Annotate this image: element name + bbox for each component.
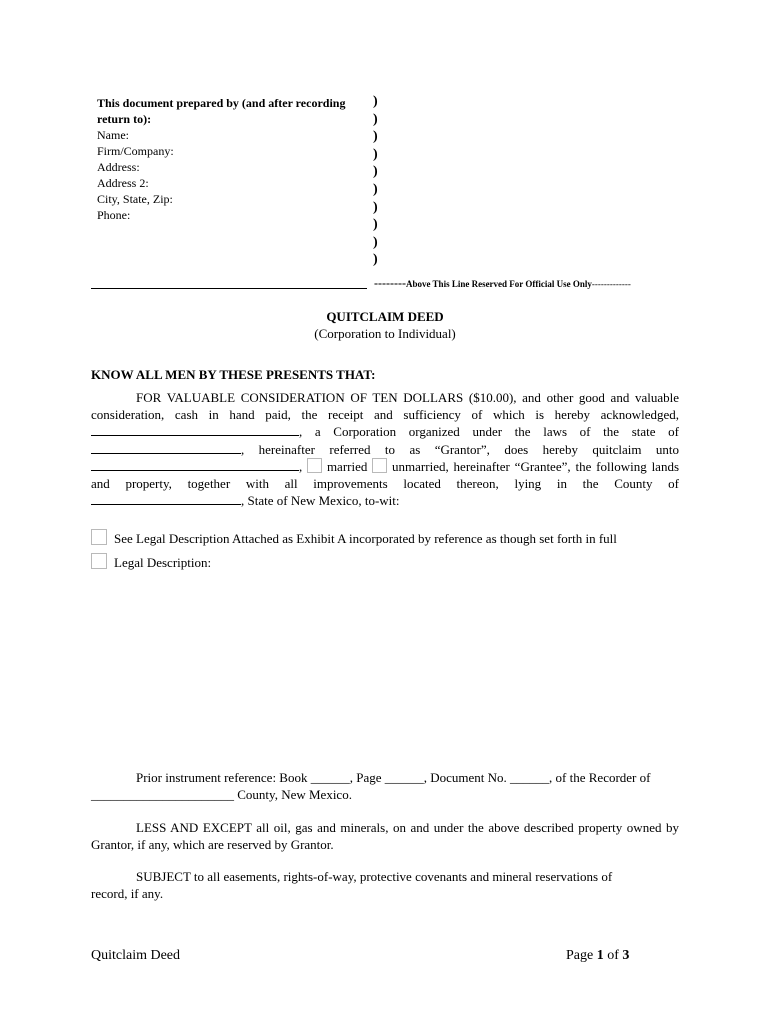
less-except-paragraph (91, 820, 679, 853)
paren: ) (373, 129, 378, 145)
official-use-text: Above This Line Reserved For Official Use Only (405, 279, 592, 289)
paren: ) (373, 217, 378, 233)
paren-column (373, 93, 378, 269)
legal-description-checkbox[interactable] (91, 553, 107, 569)
dashes-left: -------- (374, 276, 406, 290)
page-word: Page (566, 948, 594, 963)
state-blank[interactable] (91, 441, 241, 454)
paren: ) (373, 252, 378, 268)
prior-county-blank[interactable]: ______________________ (91, 786, 234, 802)
paren: ) (373, 181, 378, 197)
page-number: 1 (596, 948, 604, 963)
preparer-block (97, 95, 367, 223)
dashes-right: ------------- (591, 279, 631, 289)
consideration-text-1: FOR VALUABLE CONSIDERATION OF TEN DOLLARS ($10.00), and other good and valuable consideration, cash in hand paid, the receipt and sufficiency of which is hereby acknowledged, (91, 390, 679, 422)
footer-title: Quitclaim Deed (91, 948, 181, 963)
preparer-field-name: Name: (97, 128, 129, 142)
document-subtitle: (Corporation to Individual) (314, 326, 456, 341)
paren: ) (373, 234, 378, 250)
exhibit-option (91, 529, 617, 547)
preparer-heading: This document prepared by (and after recording return to): (97, 96, 346, 126)
consideration-text-3: , hereinafter referred to as “Grantor”, does hereby quitclaim unto (241, 441, 679, 457)
subject-paragraph (91, 869, 651, 902)
preparer-field-address2: Address 2: (97, 176, 149, 190)
preparer-field-city-state-zip: City, State, Zip: (97, 192, 173, 206)
prior-instrument-paragraph (91, 770, 679, 803)
prior-county-text: County, New Mexico. (234, 786, 352, 802)
preparer-field-phone: Phone: (97, 208, 131, 222)
paren: ) (373, 164, 378, 180)
preparer-field-firm: Firm/Company: (97, 144, 174, 158)
grantee-name-blank[interactable] (91, 458, 299, 471)
county-blank[interactable] (91, 492, 241, 505)
grantor-name-blank[interactable] (91, 423, 299, 436)
page-total: 3 (622, 948, 630, 963)
paren: ) (373, 146, 378, 162)
of-word: of (607, 948, 619, 963)
prior-instrument-text: Prior instrument reference: Book ______, Page ______, Document No. ______, of the Recorder of (136, 770, 651, 785)
exhibit-label: See Legal Description Attached as Exhibit A incorporated by reference as though set forth in full (114, 531, 617, 546)
consideration-text-6: , State of New Mexico, to-wit: (241, 493, 400, 508)
page-indicator (566, 948, 629, 964)
subject-text: SUBJECT to all easements, rights-of-way, protective covenants and mineral reservations of record, if any. (91, 869, 613, 901)
consideration-text-5: unmarried, hereinafter “Grantee”, the following lands and property, together with all improvements located thereon, lying in the County of (91, 459, 680, 491)
legal-description-option (91, 553, 211, 571)
document-title: QUITCLAIM DEED (326, 309, 444, 324)
married-label: married (326, 459, 368, 474)
unmarried-checkbox[interactable] (372, 458, 387, 473)
consideration-text-4: , (299, 459, 303, 474)
preparer-field-address: Address: (97, 160, 140, 174)
legal-description-label: Legal Description: (114, 555, 212, 570)
intro-heading: KNOW ALL MEN BY THESE PRESENTS THAT: (91, 367, 376, 382)
consideration-text-2: , a Corporation organized under the laws of the state of (299, 424, 679, 439)
less-except-text: LESS AND EXCEPT all oil, gas and minerals, on and under the above described property owned by Grantor, if any, which are reserved by Grantor. (91, 820, 679, 852)
exhibit-checkbox[interactable] (91, 529, 107, 545)
consideration-paragraph (91, 390, 679, 510)
paren: ) (373, 94, 378, 109)
married-checkbox[interactable] (307, 458, 322, 473)
paren: ) (373, 111, 378, 127)
preparer-underline (91, 288, 367, 289)
paren: ) (373, 199, 378, 215)
official-use-line (374, 276, 631, 291)
